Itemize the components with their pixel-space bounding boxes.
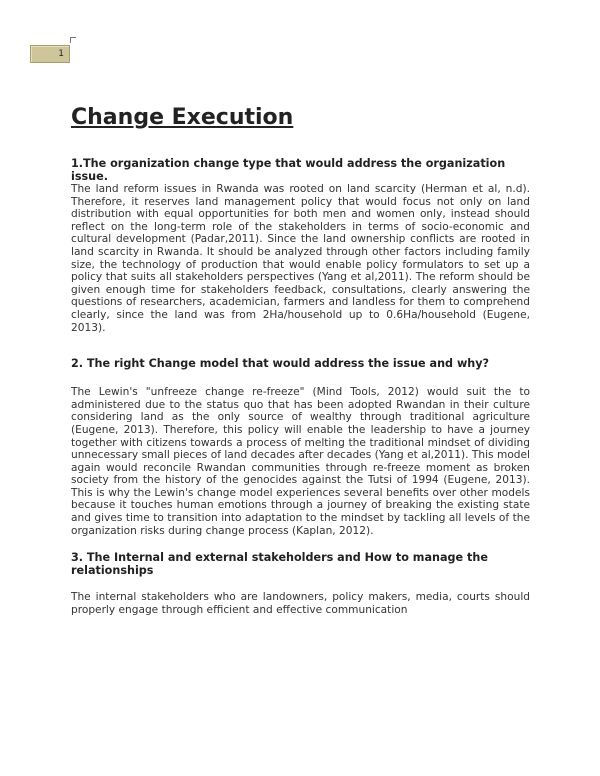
section-2-heading: 2. The right Change model that would address the issue and why? xyxy=(71,357,490,371)
document-body xyxy=(71,103,530,616)
page-number-tab xyxy=(30,45,70,63)
section-2-body: The Lewin's "unfreeze change re-freeze" (Mind Tools, 2012) would suit the to administered due to the status quo that has been adopted Rwandan in their culture considering land as the only source of wealthy through traditional agriculture (Eugene, 2013). Therefore, this policy will enable the leadership to have a journey together with citizens towards a process of melting the traditional mindset of dividing unnecessary small pieces of land decades after decades (Yang et al,2011). This model again would reconcile Rwandan communities through re-freeze moment as broken society from the history of the genocides against the Tutsi of 1994 (Eugene, 2013). This is why the Lewin's change model experiences several benefits over other models because it touches human emotions through a journey of breaking the existing state and gives time to transition into adaptation to the mindset by tackling all levels of the organization risks during change process (Kaplan, 2012). xyxy=(71,386,530,537)
section-3-body: The internal stakeholders who are landowners, policy makers, media, courts should properly engage through efficient and effective communication xyxy=(71,591,530,616)
page-number: 1 xyxy=(58,49,64,59)
section-3-heading: 3. The Internal and external stakeholders and How to manage the relationships xyxy=(71,551,488,578)
section-1-heading: 1.The organization change type that would address the organization issue. xyxy=(71,157,506,183)
document-title: Change Execution xyxy=(71,105,294,130)
section-1-body: The land reform issues in Rwanda was rooted on land scarcity (Herman et al, n.d). Therefore, it reserves land management policy that would focus not only on land distribution with equal opportunities for both men and women only, instead should reflect on the long-term role of the stakeholders in terms of socio-economic and cultural development (Padar,2011). Since the land ownership conflicts are rooted in land scarcity in Rwanda. It should be analyzed through other factors including family size, the technology of production that would enable policy formulators to set up a policy that suits all stakeholders perspectives (Yang et al,2011). The reform should be given enough time for stakeholders feedback, consultations, clearly answering the questions of researchers, academician, farmers and landless for them to comprehend clearly, since the land was from 2Ha/household up to 0.6Ha/household (Eugene, 2013). xyxy=(71,183,530,334)
page-corner-mark xyxy=(70,37,76,43)
